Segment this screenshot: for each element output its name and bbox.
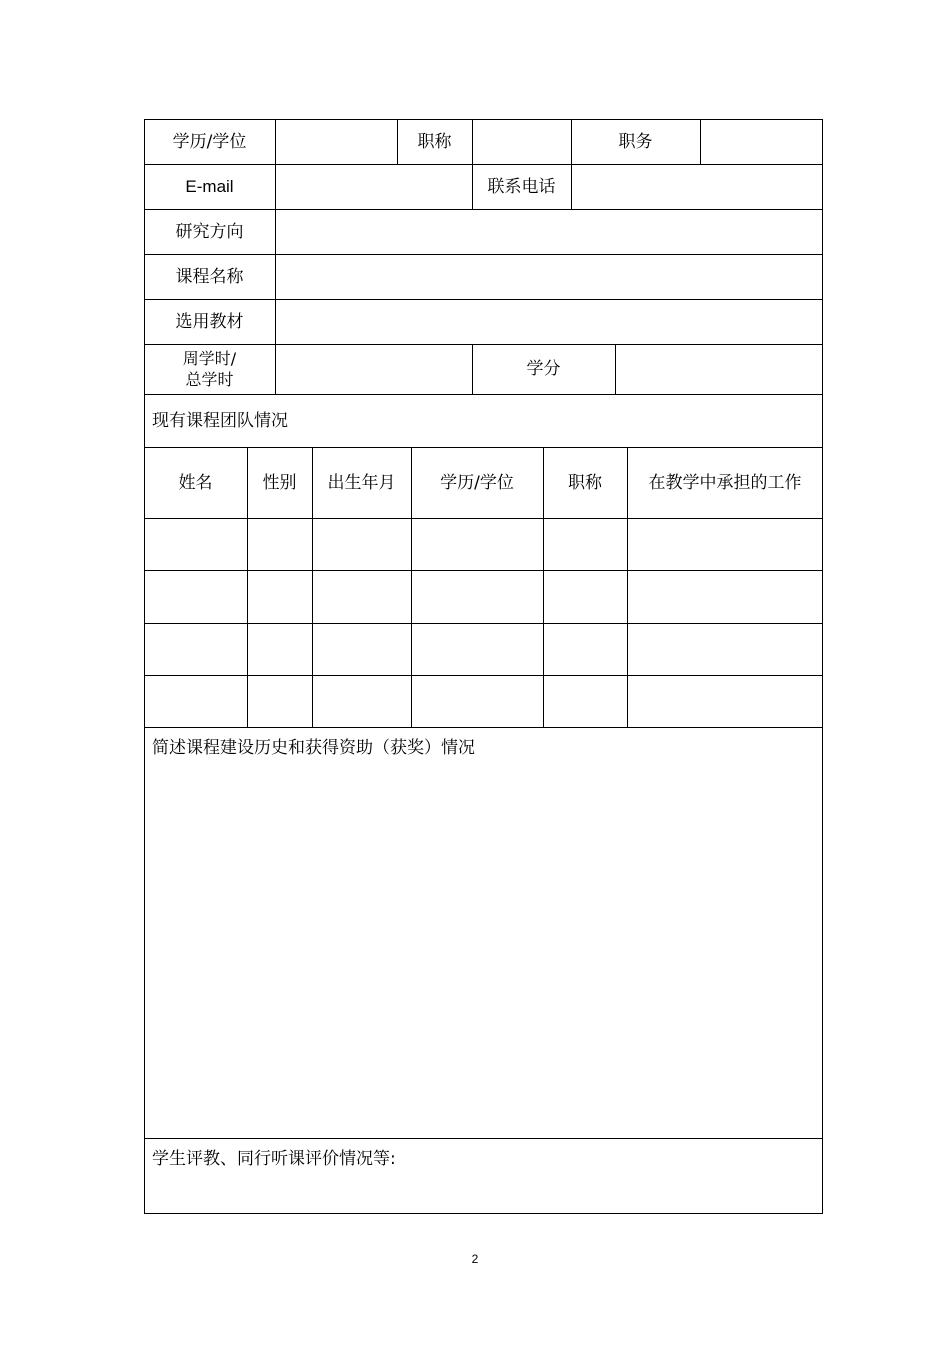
email-field[interactable] — [275, 164, 472, 209]
team-col-name: 姓名 — [178, 472, 213, 493]
team-row-4[interactable] — [144, 675, 823, 727]
team-col-gender: 性别 — [262, 472, 297, 493]
credit-label: 学分 — [526, 359, 561, 379]
team-row-1[interactable] — [144, 518, 823, 570]
weekly-hours-label: 周学时/ — [182, 349, 237, 368]
hours-field[interactable] — [275, 344, 472, 394]
position-field[interactable] — [700, 119, 823, 164]
textbook-field[interactable] — [275, 299, 823, 344]
course-name-label: 课程名称 — [175, 266, 244, 287]
email-label: E-mail — [185, 176, 234, 196]
page-number: 2 — [471, 1252, 479, 1266]
education-degree-field[interactable] — [275, 119, 397, 164]
course-name-field[interactable] — [275, 254, 823, 299]
hours-label — [144, 344, 275, 394]
team-col-title: 职称 — [568, 472, 602, 493]
team-row-2[interactable] — [144, 570, 823, 623]
team-col-birth: 出生年月 — [327, 472, 396, 493]
course-application-form — [144, 119, 823, 1214]
team-row-3[interactable] — [144, 623, 823, 675]
education-degree-label: 学历/学位 — [172, 131, 247, 152]
position-label: 职务 — [618, 131, 653, 152]
team-section-title: 现有课程团队情况 — [152, 410, 288, 431]
total-hours-label: 总学时 — [185, 370, 234, 389]
history-section-title: 简述课程建设历史和获得资助（获奖）情况 — [152, 738, 475, 758]
professional-title-field[interactable] — [472, 119, 571, 164]
professional-title-label: 职称 — [417, 131, 452, 152]
team-col-education: 学历/学位 — [440, 472, 514, 493]
evaluation-text-area[interactable] — [144, 1178, 823, 1214]
research-direction-label: 研究方向 — [175, 221, 244, 242]
history-text-area[interactable] — [144, 767, 823, 1138]
phone-label: 联系电话 — [487, 176, 556, 197]
research-direction-field[interactable] — [275, 209, 823, 254]
textbook-label: 选用教材 — [175, 311, 244, 332]
team-col-duties: 在教学中承担的工作 — [648, 472, 802, 493]
evaluation-section-title: 学生评教、同行听课评价情况等: — [152, 1149, 396, 1169]
credit-field[interactable] — [615, 344, 823, 394]
phone-field[interactable] — [571, 164, 823, 209]
